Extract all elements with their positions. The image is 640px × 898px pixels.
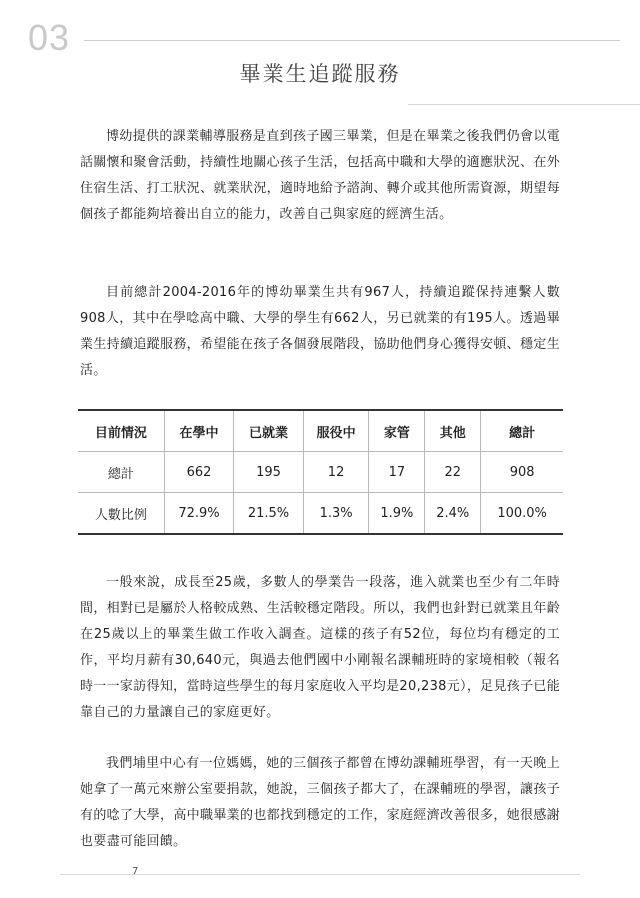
- table-cell: 17: [369, 452, 425, 493]
- table-cell: 72.9%: [164, 493, 233, 535]
- table-cell: 總計: [107, 466, 134, 482]
- table-row-total: [78, 452, 563, 493]
- table-cell: 908: [481, 452, 563, 493]
- table-header-row: [78, 410, 563, 452]
- paragraph-income-survey: 一般來說，成長至25歲，多數人的學業告一段落，進入就業也至少有二年時間，相對已是屬於人格較成熟、生活較穩定階段。所以，我們也針對已就業且年齡在25歲以上的畢業生做工作收入調查。這樣的孩子有52位，每位均有穩定的工作，平均月薪有30,640元，與過去他們國中小剛報名課輔班時的家境相較（報名時一一家訪得知，當時這些學生的每月家庭收入平均是20,238元），足見孩子已能靠自己的力量讓自己的家庭更好。: [80, 575, 560, 720]
- table-cell: 2.4%: [425, 493, 481, 535]
- page-number: 7: [132, 866, 139, 877]
- table-header-cell: 總計: [481, 410, 563, 452]
- table-cell: 195: [234, 452, 303, 493]
- table-cell: 12: [303, 452, 369, 493]
- table-header-cell: 目前情況: [94, 425, 147, 441]
- graduate-status-table: [78, 409, 563, 535]
- table-cell: 662: [164, 452, 233, 493]
- table-header-cell: 服役中: [303, 410, 369, 452]
- table-header-cell: 家管: [369, 410, 425, 452]
- chapter-number: 03: [28, 17, 71, 58]
- title-rule: [408, 104, 640, 105]
- paragraph-story: 我們埔里中心有一位媽媽，她的三個孩子都曾在博幼課輔班學習，有一天晚上她拿了一萬元來辦公室要捐款，她說，三個孩子都大了，在課輔班的學習，讓孩子有的唸了大學，高中職畢業的也都找到穩定的工作，家庭經濟改善很多，她很感謝也要盡可能回饋。: [80, 756, 560, 849]
- table-header-cell: 在學中: [164, 410, 233, 452]
- header-rule: [84, 40, 620, 41]
- table-cell: 1.9%: [369, 493, 425, 535]
- table-cell: 100.0%: [481, 493, 563, 535]
- table-cell: 1.3%: [303, 493, 369, 535]
- table-row-ratio: [78, 493, 563, 535]
- paragraph-intro: 博幼提供的課業輔導服務是直到孩子國三畢業，但是在畢業之後我們仍會以電話關懷和聚會活動，持續性地關心孩子生活，包括高中職和大學的適應狀況、在外住宿生活、打工狀況、就業狀況，適時地給予諮詢、轉介或其他所需資源，期望每個孩子都能夠培養出自立的能力，改善自己與家庭的經濟生活。: [80, 129, 560, 222]
- page-title: 畢業生追蹤服務: [239, 62, 401, 86]
- table-cell: 22: [425, 452, 481, 493]
- table-cell: 人數比例: [94, 507, 147, 523]
- table-cell: 21.5%: [234, 493, 303, 535]
- paragraph-statistics: 目前總計2004-2016年的博幼畢業生共有967人，持續追蹤保持連繫人數908人，其中在學唸高中職、大學的學生有662人，另已就業的有195人。透過畢業生持續追蹤服務，希望能在孩子各個發展階段，協助他們身心獲得安頓、穩定生活。: [80, 285, 560, 378]
- table-header-cell: 其他: [425, 410, 481, 452]
- table-header-cell: 已就業: [234, 410, 303, 452]
